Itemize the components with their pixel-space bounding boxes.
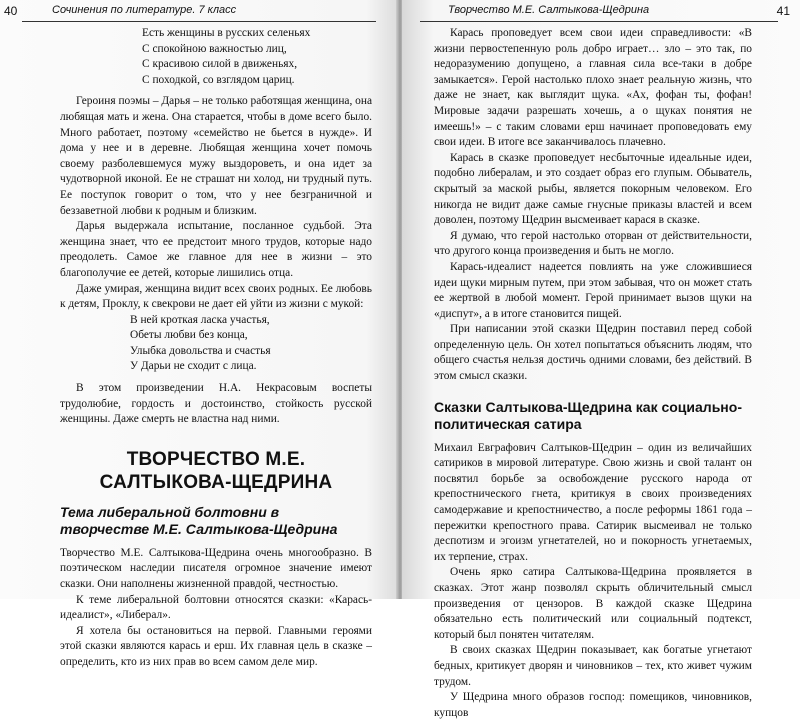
verse-line: Есть женщины в русских селеньях [142,27,311,39]
section-title: Сказки Салтыкова-Щедрина как социально-политическая сатира [434,398,742,432]
verse-line: У Дарьи не сходит с лица. [130,360,257,373]
poem-quote-2 [60,313,372,375]
right-page-content [434,26,752,721]
paragraph: В этом произведении Н.А. Некрасовым воспеты трудолюбие, гордость и достоинство, стойкость русской женщины. Даже смерть не властна над ними. [60,382,372,426]
left-page [0,0,398,668]
verse-line: В ней кроткая ласка участья, [130,313,270,326]
chapter-title: ТВОРЧЕСТВО М.Е. САЛТЫКОВА-ЩЕДРИНА [99,448,333,493]
paragraph: Карась проповедует всем свои идеи справедливости: «В жизни первостепенную роль добро играет… зло – это так, по недоразумению допущено, а главная сила все-таки в добре замыкается». Герой настолько плохо знает реальную жизнь, что даже не знает, как выглядит щука. «Ах, фофан ты, фофан! Мировые задачи разрешать хочешь, а о щуках понятия не имеешь!» – с таким словами ерш начинает проповедовать ему свои идеи. В итоге все заканчивалось плачевно. [434,27,752,149]
paragraph: К теме либеральной болтовни относятся сказки: «Карась-идеалист», «Либерал». [60,593,372,622]
right-page [402,0,800,719]
left-page-header [0,4,376,22]
paragraph: Героиня поэмы – Дарья – не только работящая женщина, она любящая мать и жена. Она старается, чтобы в доме всего было. Много работает, поэтому «семейство не бьется в нужде». И дома у нее и в деревне. Любящая женщина хочет помочь своему разболевшемуся мужу выздороветь, и она идет за чудотворной иконой. Ее не страшат ни холод, ни трудный путь. Ее поступок говорит о том, что у нее безграничной и беззаветной любви к родным и близким. [60,95,373,217]
paragraph: Я думаю, что герой настолько оторван от действительности, что другого конца произведения и быть не могло. [434,229,752,258]
verse-line: С спокойною важностью лиц, [142,42,287,55]
right-page-header [420,4,800,22]
left-header-rule [22,21,376,22]
poem-quote-1 [60,26,372,88]
left-page-number: 40 [4,4,18,18]
paragraph: В своих сказках Щедрин показывает, как богатые угнетают бедных, критикует дворян и чиновников – тех, кто живет чужим трудом. [434,644,752,688]
verse-line: С красивою силой в движеньях, [142,58,298,71]
paragraph: Очень ярко сатира Салтыкова-Щедрина проявляется в сказках. Этот жанр позволял скрыть обличительный смысл произведения от цензоров. В каждой сказке Щедрина обязательно есть политический или социальный подтекст, который был понятен читателям. [434,566,752,641]
paragraph: Даже умирая, женщина видит всех своих родных. Ее любовь к детям, Проклу, к свекрови не дает ей уйти из жизни с мукой: [60,282,372,311]
paragraph: Карась-идеалист надеется повлиять на уже сложившиеся идеи щуки мирным путем, при этом забывая, что он может стать ее жертвой в любой момент. Герой принимает вызов щуки на «диспут», а в итоге становится пищей. [434,260,752,320]
paragraph: Михаил Евграфович Салтыков-Щедрин – один из величайших сатириков в мировой литературе. Свою жизнь и свой талант он посвятил борьбе за освобождение русского народа от крепостнического гнета, критикуя в своих произведениях самодержавие и крепостничество, а после реформы 1861 года – пережитки крепостного права. Сатирик высмеивал не только деспотизм и эгоизм угнетателей, но и покорность угнетаемых, их терпение, страх. [434,441,752,563]
left-page-content [60,26,372,671]
paragraph: При написании этой сказки Щедрин поставил перед собой определенную цель. Он хотел попытаться объяснить людям, что общего счастья нельзя достичь одними словами, без действий. В этом смысл сказки. [434,323,752,383]
section-title: Тема либеральной болтовни в творчестве М.Е. Салтыкова-Щедрина [60,503,338,537]
paragraph: У Щедрина много образов господ: помещиков, чиновников, купцов [434,691,752,719]
right-page-number: 41 [776,4,790,18]
verse-line: Улыбка довольства и счастья [130,344,271,357]
verse-line: Обеты любви без конца, [130,329,248,342]
paragraph: Творчество М.Е. Салтыкова-Щедрина очень многообразно. В поэтическом наследии писателя огромное значение имеют сказки. Они наполнены жизненной правдой, честностью. [60,546,372,591]
paragraph: Дарья выдержала испытание, посланное судьбой. Эта женщина знает, что ее предстоит много трудов, которые надо преодолеть. Самое же главное для нее в жизни – это благополучие ее детей, которые лишились отца. [60,220,372,279]
verse-line: С походкой, со взглядом цариц. [142,73,295,86]
paragraph: Я хотела бы остановиться на первой. Главными героями этой сказки являются карась и ерш. Их главная цель в сказке – определить, кто из них прав во всем самом деле мир. [60,624,372,668]
left-running-title: Сочинения по литературе. 7 класс [52,4,237,16]
paragraph: Карась в сказке проповедует несбыточные идеальные идеи, подобно либералам, и это создает образ его глупым. Обыватель, скрытый за маской рыбы, является покорным человеком. Его никогда не видит даже самые гнусные приказы властей и всем доволен, поэтому Щедрин высмеивает карася в сказке. [434,151,752,227]
right-header-rule [420,21,778,22]
right-running-title: Творчество М.Е. Салтыкова-Щедрина [448,4,650,16]
